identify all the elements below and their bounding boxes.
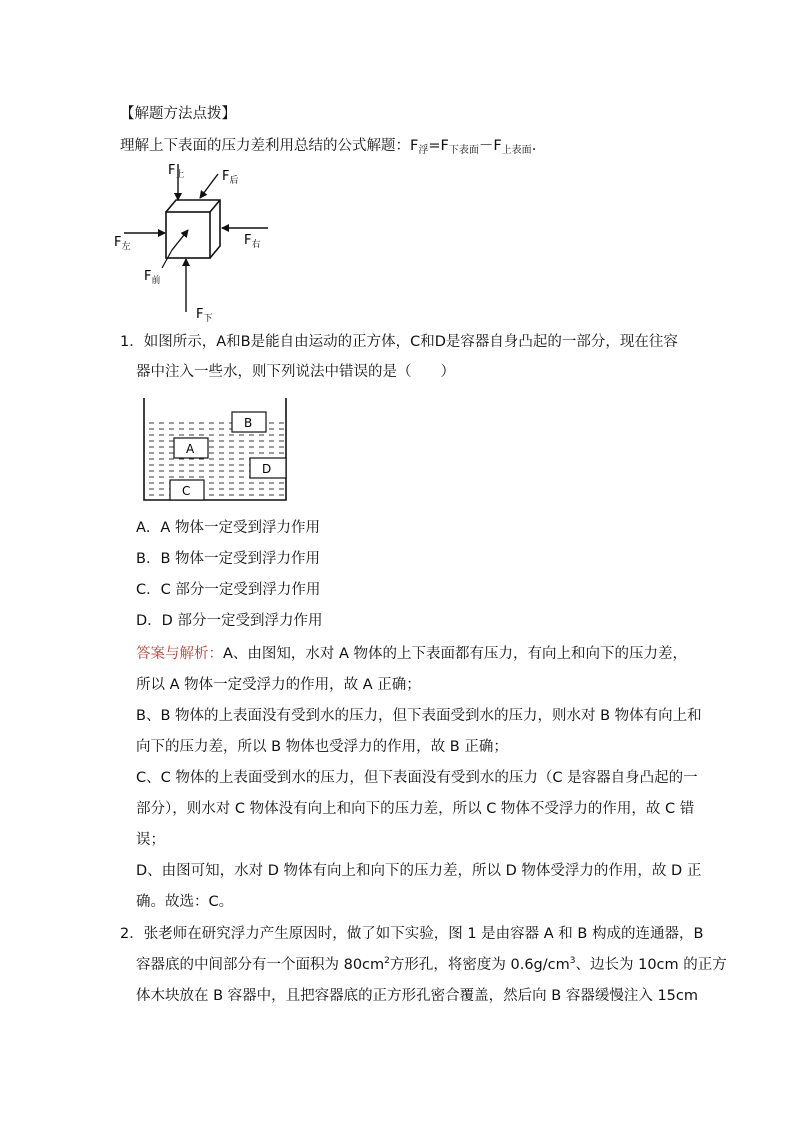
q2-line3: 体木块放在 B 容器中，且把容器底的正方形孔密合覆盖，然后向 B 容器缓慢注入 15cm [136,988,698,1004]
q2-line2-b: 方形孔，将密度为 0.6g/cm [389,957,570,973]
answer-line-7: 误； [136,832,165,848]
q2-sup-2: 3 [569,956,576,966]
answer-line-4: 向下的压力差，所以 B 物体也受浮力的作用，故 B 正确； [136,739,508,755]
label-a: A [186,442,195,456]
answer-text-1: A、由图知，水对 A 物体的上下表面都有压力，有向上和向下的压力差， [223,646,688,662]
option-a: A．A 物体一定受到浮力作用 [136,520,320,536]
formula-text: 理解上下表面的压力差利用总结的公式解题：F [120,138,419,154]
label-f-back: $F_后$ [222,169,239,186]
label-f-left: $F_左$ [114,235,131,252]
formula-sub-bottom: 下表面 [448,145,479,156]
label-f-front: $F_前$ [144,269,161,286]
answer-line-8: D、由图可知，水对 D 物体有向上和向下的压力差，所以 D 物体受浮力的作用，故 D 正 [136,863,702,879]
answer-line-6: 部分），则水对 C 物体没有向上和向下的压力差，所以 C 物体不受浮力的作用，故 C 错 [136,801,695,817]
label-f-right: $F_右$ [244,233,261,250]
label-f-top: $F_上$ [168,163,185,180]
q1-stem-line1: 1．如图所示，A和B是能自由运动的正方体，C和D是容器自身凸起的一部分，现在往容 [120,334,678,350]
cube-icon [166,200,220,258]
q2-line1: 2．张老师在研究浮力产生原因时，做了如下实验，图 1 是由容器 A 和 B 构成的连通器，B [120,926,704,942]
section-title: 【解题方法点拨】 [120,106,236,122]
q2-line2 [136,955,727,977]
cube-force-diagram [110,160,290,330]
q2-sup-1: 2 [384,956,390,966]
q2-line2-c: 、边长为 10cm 的正方 [575,957,727,973]
answer-line-3: B、B 物体的上表面没有受到水的压力，但下表面受到水的压力，则水对 B 物体有向上和 [136,708,702,724]
formula-sub-top: 上表面 [501,145,532,156]
label-d: D [262,462,272,476]
answer-line-1 [136,644,687,664]
formula-end: . [531,138,537,154]
label-c: C [182,484,191,498]
answer-line-2: 所以 A 物体一定受浮力的作用，故 A 正确； [136,677,421,693]
q2-line2-a: 容器底的中间部分有一个面积为 80cm [136,957,385,973]
formula-sub-buoyant: 浮 [418,145,429,156]
option-c: C．C 部分一定受到浮力作用 [136,582,321,598]
answer-line-9: 确。故选：C。 [136,894,234,910]
label-f-bottom: $F_下$ [196,307,213,324]
option-b: B．B 物体一定受到浮力作用 [136,551,321,567]
formula-eq: =F [428,138,449,154]
option-d: D．D 部分一定受到浮力作用 [136,613,323,629]
arrow-front [172,230,188,250]
q1-stem-line2: 器中注入一些水，则下列说法中错误的是（ ） [136,364,455,380]
answer-line-5: C、C 物体的上表面受到水的压力，但下表面没有受到水的压力（C 是容器自身凸起的一 [136,770,698,786]
arrow-back [200,174,218,198]
formula-minus: －F [478,138,502,154]
label-b: B [244,416,253,430]
formula-line [120,136,536,158]
answer-label: 答案与解析： [136,646,223,662]
container-diagram [138,396,292,506]
